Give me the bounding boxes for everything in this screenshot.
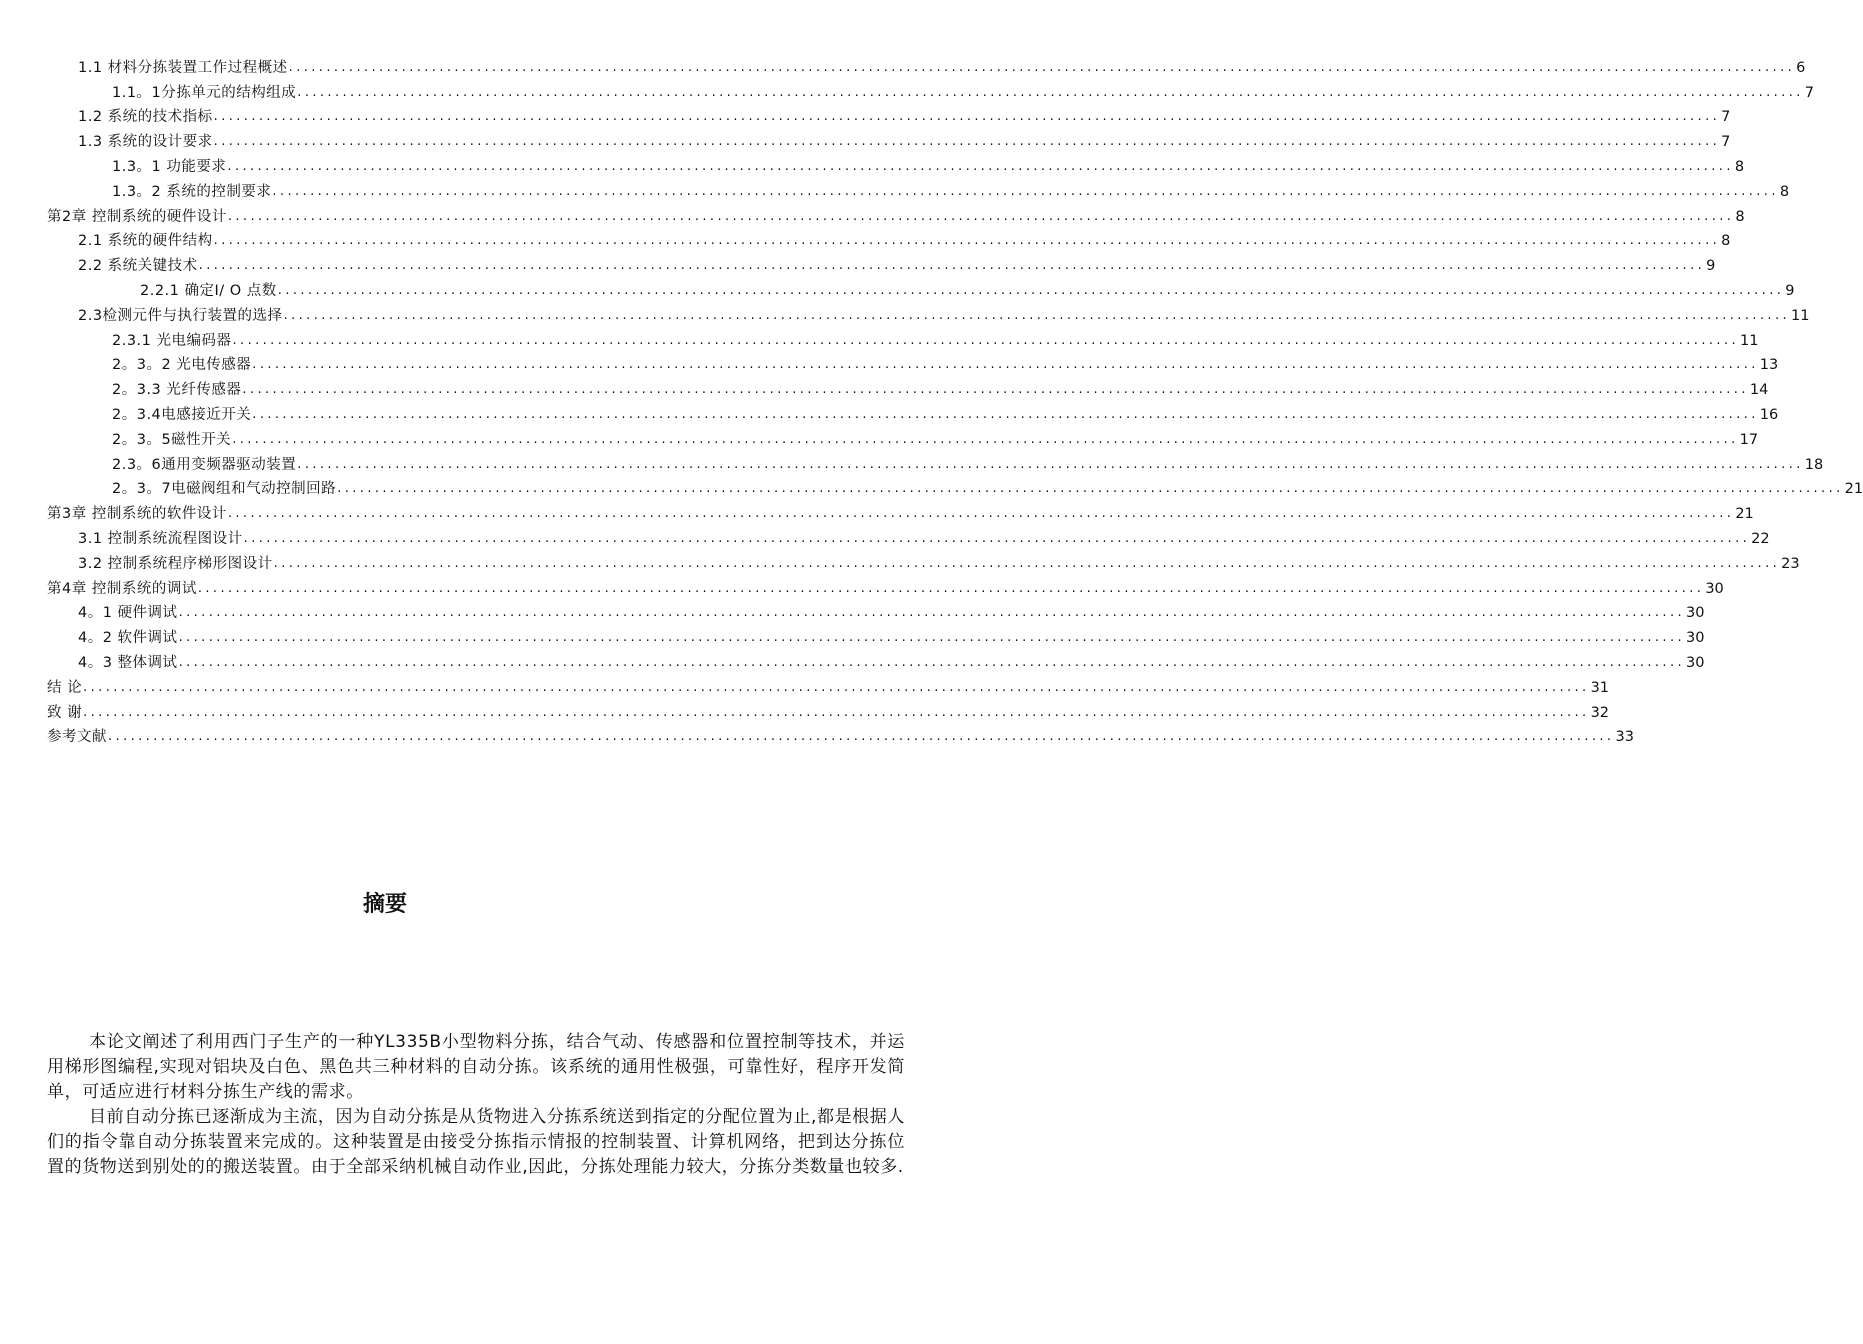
toc-leader-dots: ........................................................................................................................................................................................................: [178, 654, 1686, 670]
toc-leader-dots: ........................................................................................................................................................................................................: [273, 555, 1781, 571]
toc-entry[interactable]: [47, 400, 1779, 425]
toc-entry-title: 参考文献: [47, 729, 107, 746]
toc-entry-page-number: 11: [1791, 307, 1810, 324]
toc-entry[interactable]: [47, 276, 1795, 301]
toc-entry-page-number: 30: [1686, 630, 1705, 647]
toc-entry[interactable]: [47, 425, 1759, 450]
toc-entry[interactable]: [47, 698, 1610, 723]
toc-leader-dots: ........................................................................................................................................................................................................: [178, 605, 1686, 621]
toc-entry[interactable]: [47, 648, 1705, 673]
toc-leader-dots: ........................................................................................................................................................................................................: [227, 506, 1735, 522]
toc-entry-title: 1.3。2 系统的控制要求: [112, 183, 272, 200]
toc-entry-page-number: 18: [1804, 456, 1824, 473]
toc-entry-page-number: 13: [1759, 357, 1779, 374]
toc-entry-page-number: 17: [1739, 431, 1759, 448]
toc-entry-title: 2。3。2 光电传感器: [112, 357, 252, 374]
toc-entry-page-number: 22: [1751, 530, 1770, 547]
toc-entry-title: 结 论: [47, 679, 83, 696]
toc-entry-page-number: 8: [1779, 183, 1790, 200]
toc-entry-page-number: 7: [1721, 109, 1731, 126]
toc-entry[interactable]: [47, 450, 1824, 475]
toc-leader-dots: ........................................................................................................................................................................................................: [213, 233, 1721, 249]
toc-entry-page-number: 30: [1705, 580, 1724, 597]
toc-leader-dots: ........................................................................................................................................................................................................: [288, 59, 1796, 75]
toc-leader-dots: ........................................................................................................................................................................................................: [227, 158, 1734, 174]
toc-entry-title: 第3章 控制系统的软件设计: [47, 506, 227, 523]
toc-entry[interactable]: [47, 549, 1800, 574]
toc-leader-dots: ........................................................................................................................................................................................................: [283, 307, 1791, 323]
toc-leader-dots: ........................................................................................................................................................................................................: [297, 84, 1804, 100]
toc-entry-title: 2.3。6通用变频器驱动装置: [112, 456, 297, 473]
toc-entry-page-number: 33: [1615, 729, 1634, 746]
toc-entry[interactable]: [47, 103, 1731, 128]
toc-entry-title: 第2章 控制系统的硬件设计: [47, 208, 227, 225]
toc-entry-title: 第4章 控制系统的调试: [47, 580, 197, 597]
toc-entry[interactable]: [47, 301, 1810, 326]
toc-entry-title: 3.2 控制系统程序梯形图设计: [78, 555, 273, 572]
toc-entry-page-number: 14: [1749, 382, 1769, 399]
toc-entry-page-number: 7: [1804, 84, 1814, 101]
toc-entry[interactable]: [47, 723, 1634, 748]
toc-entry-title: 1.1。1分拣单元的结构组成: [112, 84, 297, 101]
toc-entry-page-number: 16: [1759, 406, 1779, 423]
toc-leader-dots: ........................................................................................................................................................................................................: [227, 208, 1735, 224]
toc-entry-title: 2.2.1 确定I/ O 点数: [140, 282, 277, 299]
toc-entry[interactable]: [47, 326, 1759, 351]
toc-entry-title: 4。3 整体调试: [78, 654, 178, 671]
toc-leader-dots: ........................................................................................................................................................................................................: [213, 134, 1721, 150]
toc-leader-dots: ........................................................................................................................................................................................................: [213, 109, 1721, 125]
toc-entry[interactable]: [47, 53, 1806, 78]
toc-entry[interactable]: [47, 227, 1731, 252]
toc-entry[interactable]: [47, 152, 1745, 177]
toc-entry-page-number: 30: [1686, 605, 1705, 622]
toc-entry-page-number: 21: [1844, 481, 1863, 498]
toc-entry-title: 2.2 系统关键技术: [78, 258, 198, 275]
toc-entry-page-number: 31: [1590, 679, 1610, 696]
toc-leader-dots: ........................................................................................................................................................................................................: [277, 282, 1785, 298]
toc-entry-title: 1.1 材料分拣装置工作过程概述: [78, 59, 288, 76]
toc-entry-title: 4。1 硬件调试: [78, 605, 178, 622]
toc-entry-title: 1.3 系统的设计要求: [78, 134, 213, 151]
toc-leader-dots: ........................................................................................................................................................................................................: [83, 679, 1590, 695]
toc-entry-title: 2.3.1 光电编码器: [112, 332, 232, 349]
toc-leader-dots: ........................................................................................................................................................................................................: [252, 357, 1759, 373]
toc-entry[interactable]: [47, 475, 1863, 500]
toc-leader-dots: ........................................................................................................................................................................................................: [252, 406, 1759, 422]
toc-entry-page-number: 30: [1686, 654, 1705, 671]
toc-entry-page-number: 7: [1721, 134, 1731, 151]
table-of-contents: [47, 53, 1863, 747]
toc-leader-dots: ........................................................................................................................................................................................................: [178, 630, 1686, 646]
toc-leader-dots: ........................................................................................................................................................................................................: [337, 481, 1844, 497]
toc-entry-page-number: 21: [1735, 506, 1754, 523]
toc-leader-dots: ........................................................................................................................................................................................................: [83, 704, 1590, 720]
toc-entry[interactable]: [47, 599, 1705, 624]
toc-entry-page-number: 6: [1796, 59, 1806, 76]
toc-entry[interactable]: [47, 251, 1716, 276]
toc-entry-page-number: 32: [1590, 704, 1610, 721]
toc-leader-dots: ........................................................................................................................................................................................................: [242, 382, 1749, 398]
toc-entry-title: 2。3。5磁性开关: [112, 431, 232, 448]
toc-entry-title: 3.1 控制系统流程图设计: [78, 530, 243, 547]
toc-leader-dots: ........................................................................................................................................................................................................: [232, 332, 1739, 348]
toc-entry-page-number: 9: [1785, 282, 1795, 299]
toc-entry-title: 2。3.3 光纤传感器: [112, 382, 242, 399]
toc-entry[interactable]: [47, 351, 1779, 376]
toc-entry[interactable]: [47, 499, 1754, 524]
toc-leader-dots: ........................................................................................................................................................................................................: [297, 456, 1804, 472]
abstract-paragraph: 目前自动分拣已逐渐成为主流，因为自动分拣是从货物进入分拣系统送到指定的分配位置为止,都是根据人们的指令靠自动分拣装置来完成的。这种装置是由接受分拣指示情报的控制装置、计算机网络，把到达分拣位置的货物送到别处的的搬送装置。由于全部采纳机械自动作业,因此，分拣处理能力较大，分拣分类数量也较多.: [47, 1107, 905, 1177]
toc-entry[interactable]: [47, 375, 1769, 400]
toc-leader-dots: ........................................................................................................................................................................................................: [232, 431, 1739, 447]
toc-entry[interactable]: [47, 524, 1770, 549]
toc-entry[interactable]: [47, 127, 1731, 152]
toc-entry-page-number: 8: [1734, 158, 1745, 175]
abstract-body: [47, 1030, 905, 1180]
toc-entry-title: 1.3。1 功能要求: [112, 158, 227, 175]
toc-entry[interactable]: [47, 574, 1724, 599]
toc-leader-dots: ........................................................................................................................................................................................................: [243, 530, 1751, 546]
toc-entry[interactable]: [47, 202, 1745, 227]
toc-entry-page-number: 8: [1735, 208, 1745, 225]
toc-leader-dots: ........................................................................................................................................................................................................: [272, 183, 1779, 199]
toc-leader-dots: ........................................................................................................................................................................................................: [197, 580, 1705, 596]
toc-entry-title: 2。3。7电磁阀组和气动控制回路: [112, 481, 337, 498]
toc-entry-page-number: 11: [1739, 332, 1759, 349]
toc-entry-page-number: 9: [1706, 258, 1716, 275]
toc-entry-title: 2.1 系统的硬件结构: [78, 233, 213, 250]
abstract-title: 摘要: [362, 891, 407, 917]
toc-leader-dots: ........................................................................................................................................................................................................: [108, 729, 1615, 745]
toc-entry-title: 2。3.4电感接近开关: [112, 406, 252, 423]
toc-entry-title: 致 谢: [47, 704, 83, 721]
abstract-paragraph: 本论文阐述了利用西门子生产的一种YL335B小型物料分拣，结合气动、传感器和位置控制等技术，并运用梯形图编程,实现对铝块及白色、黑色共三种材料的自动分拣。该系统的通用性极强，可靠性好，程序开发简单，可适应进行材料分拣生产线的需求。: [47, 1032, 905, 1102]
toc-entry[interactable]: [47, 623, 1705, 648]
toc-entry-page-number: 8: [1721, 233, 1731, 250]
toc-entry[interactable]: [47, 673, 1610, 698]
toc-entry[interactable]: [47, 177, 1790, 202]
toc-entry[interactable]: [47, 78, 1814, 103]
toc-leader-dots: ........................................................................................................................................................................................................: [198, 258, 1706, 274]
toc-entry-title: 4。2 软件调试: [78, 630, 178, 647]
toc-entry-page-number: 23: [1781, 555, 1800, 572]
toc-entry-title: 1.2 系统的技术指标: [78, 109, 213, 126]
toc-entry-title: 2.3检测元件与执行装置的选择: [78, 307, 283, 324]
